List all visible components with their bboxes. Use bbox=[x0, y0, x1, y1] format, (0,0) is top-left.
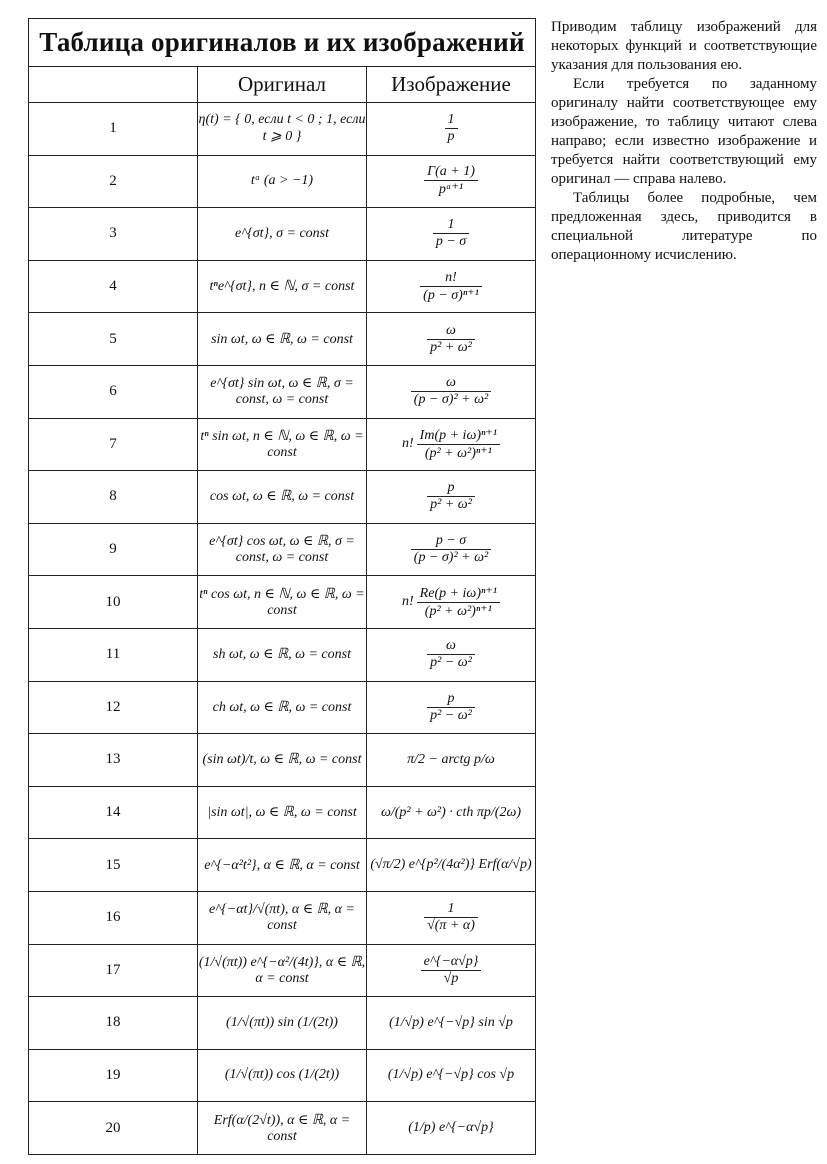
fraction bbox=[417, 427, 500, 462]
row-number: 10 bbox=[29, 576, 198, 629]
original-formula: η(t) = { 0, если t < 0 ; 1, если t ⩾ 0 } bbox=[198, 103, 367, 156]
row-number: 19 bbox=[29, 1049, 198, 1102]
denominator: pᵃ⁺¹ bbox=[438, 182, 464, 198]
table-row bbox=[29, 786, 536, 839]
row-number: 4 bbox=[29, 260, 198, 313]
image-formula bbox=[367, 891, 536, 944]
row-number: 3 bbox=[29, 208, 198, 261]
image-formula: ω/(p² + ω²) · cth πp/(2ω) bbox=[367, 786, 536, 839]
table-row bbox=[29, 103, 536, 156]
image-formula bbox=[367, 628, 536, 681]
original-formula: tⁿ sin ωt, n ∈ ℕ, ω ∈ ℝ, ω = const bbox=[198, 418, 367, 471]
row-number: 16 bbox=[29, 891, 198, 944]
table-row bbox=[29, 523, 536, 576]
fraction bbox=[427, 638, 475, 671]
numerator: 1 bbox=[433, 217, 469, 234]
row-number: 15 bbox=[29, 839, 198, 892]
numerator: p − σ bbox=[411, 533, 491, 550]
numerator: p bbox=[427, 480, 475, 497]
numerator: ω bbox=[427, 323, 475, 340]
image-formula bbox=[367, 260, 536, 313]
original-formula: e^{σt} sin ωt, ω ∈ ℝ, σ = const, ω = const bbox=[198, 365, 367, 418]
note-paragraph-2: Если требуется по заданному оригиналу найти соответствующее ему изображение, то таблицу читают слева направо; если известно изображение и требуется найти соответствующий ему оригинал — справа налево. bbox=[551, 76, 817, 187]
denominator: p − σ bbox=[435, 234, 467, 250]
denominator: p² − ω² bbox=[430, 707, 472, 723]
original-formula: ch ωt, ω ∈ ℝ, ω = const bbox=[198, 681, 367, 734]
original-formula: e^{σt}, σ = const bbox=[198, 208, 367, 261]
row-number: 5 bbox=[29, 313, 198, 366]
image-prefactor: n! bbox=[402, 436, 414, 452]
row-number: 7 bbox=[29, 418, 198, 471]
original-formula: (1/√(πt)) e^{−α²/(4t)}, α ∈ ℝ, α = const bbox=[198, 944, 367, 997]
row-number: 13 bbox=[29, 734, 198, 787]
numerator: Im(p + iω)ⁿ⁺¹ bbox=[417, 427, 500, 445]
table-row bbox=[29, 997, 536, 1050]
image-formula bbox=[367, 313, 536, 366]
fraction bbox=[420, 270, 482, 304]
explanatory-note bbox=[551, 18, 817, 265]
image-formula: (1/p) e^{−α√p} bbox=[367, 1102, 536, 1155]
image-formula bbox=[367, 944, 536, 997]
fraction bbox=[421, 954, 482, 987]
image-formula bbox=[367, 365, 536, 418]
fraction bbox=[417, 585, 500, 620]
image-formula bbox=[367, 155, 536, 208]
transform-table bbox=[28, 18, 536, 1155]
original-formula: e^{−α²t²}, α ∈ ℝ, α = const bbox=[198, 839, 367, 892]
table-row bbox=[29, 891, 536, 944]
fraction bbox=[424, 164, 478, 198]
denominator: p bbox=[447, 129, 455, 145]
table-row bbox=[29, 839, 536, 892]
original-formula: tⁿe^{σt}, n ∈ ℕ, σ = const bbox=[198, 260, 367, 313]
row-number: 11 bbox=[29, 628, 198, 681]
original-formula: cos ωt, ω ∈ ℝ, ω = const bbox=[198, 471, 367, 524]
denominator: (p − σ)² + ω² bbox=[413, 550, 489, 566]
numerator: e^{−α√p} bbox=[421, 954, 482, 971]
image-formula bbox=[367, 681, 536, 734]
image-formula bbox=[367, 471, 536, 524]
original-formula: (1/√(πt)) cos (1/(2t)) bbox=[198, 1049, 367, 1102]
formula-table-container bbox=[28, 18, 536, 1155]
denominator: p² − ω² bbox=[430, 655, 472, 671]
fraction bbox=[433, 217, 469, 250]
fraction bbox=[445, 112, 458, 145]
image-formula: π/2 − arctg p/ω bbox=[367, 734, 536, 787]
table-row bbox=[29, 734, 536, 787]
image-formula bbox=[367, 418, 536, 471]
original-formula: (1/√(πt)) sin (1/(2t)) bbox=[198, 997, 367, 1050]
row-number: 1 bbox=[29, 103, 198, 156]
table-body bbox=[29, 103, 536, 1155]
fraction bbox=[427, 323, 475, 356]
original-formula: sin ωt, ω ∈ ℝ, ω = const bbox=[198, 313, 367, 366]
image-prefactor: n! bbox=[402, 594, 414, 610]
row-number: 9 bbox=[29, 523, 198, 576]
table-row bbox=[29, 628, 536, 681]
fraction bbox=[427, 691, 475, 724]
original-formula: Erf(α/(2√t)), α ∈ ℝ, α = const bbox=[198, 1102, 367, 1155]
row-number: 8 bbox=[29, 471, 198, 524]
row-number: 17 bbox=[29, 944, 198, 997]
image-formula bbox=[367, 523, 536, 576]
image-column-header: Изображение bbox=[367, 67, 536, 103]
table-row bbox=[29, 313, 536, 366]
image-formula bbox=[367, 208, 536, 261]
row-number: 6 bbox=[29, 365, 198, 418]
denominator: √p bbox=[443, 970, 459, 986]
denominator: (p − σ)² + ω² bbox=[413, 392, 489, 408]
row-number: 2 bbox=[29, 155, 198, 208]
table-row bbox=[29, 576, 536, 629]
denominator: (p − σ)ⁿ⁺¹ bbox=[423, 287, 479, 303]
denominator: p² + ω² bbox=[430, 339, 472, 355]
denominator: √(π + α) bbox=[427, 918, 475, 934]
fraction bbox=[411, 533, 491, 566]
image-formula: (√π/2) e^{p²/(4α²)} Erf(α/√p) bbox=[367, 839, 536, 892]
table-row bbox=[29, 365, 536, 418]
numerator: Γ(a + 1) bbox=[424, 164, 478, 181]
table-row bbox=[29, 1049, 536, 1102]
fraction bbox=[411, 375, 491, 408]
row-number: 18 bbox=[29, 997, 198, 1050]
table-row bbox=[29, 208, 536, 261]
original-formula: sh ωt, ω ∈ ℝ, ω = const bbox=[198, 628, 367, 681]
row-number: 20 bbox=[29, 1102, 198, 1155]
numerator: ω bbox=[427, 638, 475, 655]
original-formula: (sin ωt)/t, ω ∈ ℝ, ω = const bbox=[198, 734, 367, 787]
image-formula bbox=[367, 103, 536, 156]
original-formula: tᵃ (a > −1) bbox=[198, 155, 367, 208]
image-formula: (1/√p) e^{−√p} sin √p bbox=[367, 997, 536, 1050]
original-formula: e^{σt} cos ωt, ω ∈ ℝ, σ = const, ω = const bbox=[198, 523, 367, 576]
table-row bbox=[29, 471, 536, 524]
original-formula: |sin ωt|, ω ∈ ℝ, ω = const bbox=[198, 786, 367, 839]
table-row bbox=[29, 1102, 536, 1155]
numerator: 1 bbox=[424, 901, 478, 918]
numerator: 1 bbox=[445, 112, 458, 129]
denominator: p² + ω² bbox=[430, 497, 472, 513]
num-column-header bbox=[29, 67, 198, 103]
table-row bbox=[29, 944, 536, 997]
fraction bbox=[424, 901, 478, 934]
table-row bbox=[29, 418, 536, 471]
numerator: p bbox=[427, 691, 475, 708]
row-number: 12 bbox=[29, 681, 198, 734]
numerator: ω bbox=[411, 375, 491, 392]
fraction bbox=[427, 480, 475, 513]
numerator: Re(p + iω)ⁿ⁺¹ bbox=[417, 585, 500, 603]
image-formula bbox=[367, 576, 536, 629]
numerator: n! bbox=[420, 270, 482, 287]
table-row bbox=[29, 260, 536, 313]
original-formula: tⁿ cos ωt, n ∈ ℕ, ω ∈ ℝ, ω = const bbox=[198, 576, 367, 629]
table-row bbox=[29, 155, 536, 208]
original-formula: e^{−αt}/√(πt), α ∈ ℝ, α = const bbox=[198, 891, 367, 944]
denominator: (p² + ω²)ⁿ⁺¹ bbox=[424, 445, 492, 461]
denominator: (p² + ω²)ⁿ⁺¹ bbox=[424, 603, 492, 619]
table-title: Таблица оригиналов и их изображений bbox=[29, 19, 536, 67]
image-formula: (1/√p) e^{−√p} cos √p bbox=[367, 1049, 536, 1102]
table-row bbox=[29, 681, 536, 734]
note-paragraph-1: Приводим таблицу изображений для некоторых функций и соответствующие указания для пользования ею. bbox=[551, 19, 817, 73]
row-number: 14 bbox=[29, 786, 198, 839]
original-column-header: Оригинал bbox=[198, 67, 367, 103]
note-paragraph-3: Таблицы более подробные, чем предложенная здесь, приводится в специальной литературе по операционному исчислению. bbox=[551, 190, 817, 263]
